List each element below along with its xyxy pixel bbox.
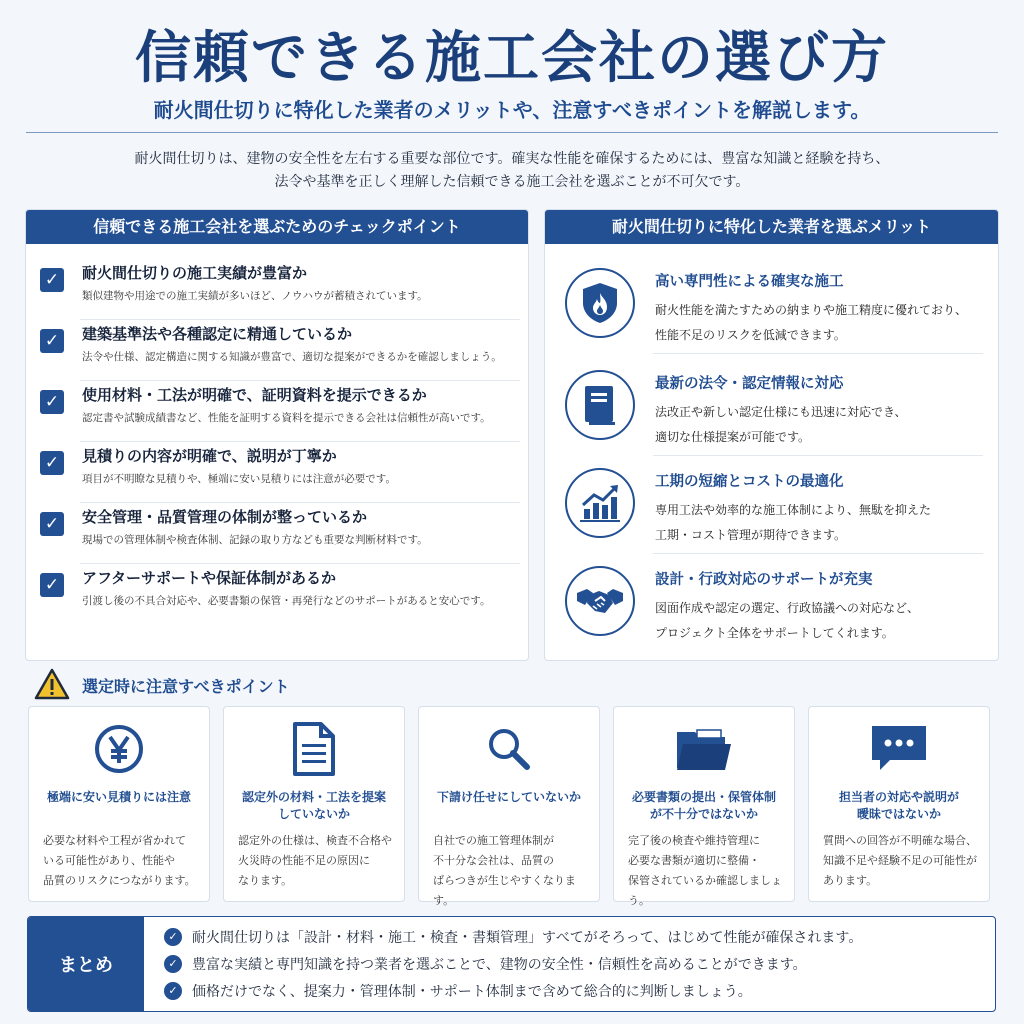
merit-desc-line: 耐火性能を満たすための納まりや施工精度に優れており、	[655, 303, 968, 317]
caution-card	[418, 706, 600, 907]
caution-desc-line: ばらつきが生じやすくなります。	[433, 874, 576, 907]
caution-title-line: 担当者の対応や説明が	[838, 790, 959, 804]
caution-title-line: 曖昧ではないか	[856, 807, 941, 821]
merit-item	[563, 456, 983, 554]
checkbox-icon: ✓	[40, 573, 64, 597]
checkpoint-title: アフターサポートや保証体制があるか	[82, 569, 336, 587]
merit-desc-line: 専用工法や効率的な施工体制により、無駄を抑えた	[655, 503, 932, 517]
checkbox-icon: ✓	[40, 268, 64, 292]
checkpoint-item	[40, 260, 530, 320]
caution-desc-line: なります。	[238, 874, 293, 887]
check-circle-icon: ✓	[164, 955, 182, 973]
checkpoints-heading: 信頼できる施工会社を選ぶためのチェックポイント	[26, 210, 528, 244]
caution-card	[28, 706, 210, 902]
merit-desc	[655, 400, 985, 450]
caution-card	[223, 706, 405, 902]
merit-desc	[655, 298, 985, 348]
checkbox-icon: ✓	[40, 329, 64, 353]
handshake-icon	[565, 566, 635, 636]
divider	[80, 380, 520, 381]
merit-item	[563, 256, 983, 354]
summary-text: 価格だけでなく、提案力・管理体制・サポート体制まで含めて総合的に判断しましょう。	[192, 984, 752, 1000]
caution-desc-line: 保管されているか確認しましょう。	[628, 874, 782, 907]
merit-desc-line: 性能不足のリスクを低減できます。	[655, 328, 846, 342]
caution-title-line: 認定外の材料・工法を提案	[241, 790, 386, 804]
checkbox-icon: ✓	[40, 512, 64, 536]
checkpoints-panel	[25, 209, 529, 661]
checkpoint-desc: 現場での管理体制や検査体制、記録の取り方なども重要な判断材料です。	[82, 534, 428, 546]
growth-chart-icon	[565, 468, 635, 538]
folder-icon	[614, 721, 794, 777]
caution-title-line: 必要書類の提出・保管体制	[631, 790, 776, 804]
caution-card	[613, 706, 795, 907]
checkpoint-title: 見積りの内容が明確で、説明が丁寧か	[82, 447, 337, 465]
caution-desc-line: 必要な材料や工程が省かれて	[43, 834, 186, 847]
summary-box	[27, 916, 996, 1012]
checkpoint-desc: 項目が不明瞭な見積りや、極端に安い見積りには注意が必要です。	[82, 473, 396, 485]
merit-desc-line: プロジェクト全体をサポートしてくれます。	[655, 626, 894, 640]
checkpoint-item	[40, 443, 530, 503]
caution-desc-line: 品質のリスクにつながります。	[43, 874, 196, 887]
checkpoint-desc: 法令や仕様、認定構造に関する知識が豊富で、適切な提案ができるかを確認しましょう。	[82, 351, 502, 363]
divider	[80, 319, 520, 320]
shield-fire-icon	[565, 268, 635, 338]
summary-label: まとめ	[28, 917, 144, 1011]
caution-desc-line: 自社での施工管理体制が	[433, 834, 554, 847]
check-circle-icon: ✓	[164, 982, 182, 1000]
checkpoint-title: 耐火間仕切りの施工実績が豊富か	[82, 264, 308, 282]
check-circle-icon: ✓	[164, 928, 182, 946]
checkpoint-item	[40, 321, 530, 381]
checkpoint-title: 建築基準法や各種認定に精通しているか	[82, 325, 353, 343]
divider	[80, 441, 520, 442]
caution-title	[35, 789, 203, 806]
merit-title: 工期の短縮とコストの最適化	[655, 474, 844, 490]
caution-desc-line: いる可能性があり、性能や	[43, 854, 175, 867]
merit-desc-line: 法改正や新しい認定仕様にも迅速に対応でき、	[655, 405, 907, 419]
merits-panel	[544, 209, 999, 661]
merit-desc	[655, 498, 985, 548]
magnifier-icon	[419, 721, 599, 777]
divider	[26, 132, 998, 133]
caution-desc-line: 火災時の性能不足の原因に	[238, 854, 370, 867]
chat-bubble-icon	[809, 721, 989, 777]
checkbox-icon: ✓	[40, 390, 64, 414]
merit-desc-line: 適切な仕様提案が可能です。	[655, 430, 811, 444]
checkpoint-item	[40, 382, 530, 442]
caution-title	[620, 789, 788, 823]
caution-title	[815, 789, 983, 823]
merit-title: 最新の法令・認定情報に対応	[655, 376, 844, 392]
checkpoint-title: 使用材料・工法が明確で、証明資料を提示できるか	[82, 386, 427, 404]
checkpoint-desc: 類似建物や用途での施工実績が多いほど、ノウハウが蓄積されています。	[82, 290, 428, 302]
page-title: 信頼できる施工会社の選び方	[135, 25, 889, 91]
checkpoint-item	[40, 504, 530, 564]
caution-title-line: 下請け任せにしていないか	[436, 790, 581, 804]
divider	[80, 563, 520, 564]
caution-title-line: 極端に安い見積りには注意	[46, 790, 191, 804]
caution-desc	[823, 831, 981, 891]
divider	[653, 353, 983, 354]
intro-text	[60, 148, 964, 194]
merits-heading: 耐火間仕切りに特化した業者を選ぶメリット	[545, 210, 998, 244]
divider	[80, 502, 520, 503]
caution-desc	[43, 831, 201, 891]
caution-desc-line: 質問への回答が不明確な場合、	[823, 834, 977, 847]
cautions-heading: 選定時に注意すべきポイント	[82, 677, 290, 696]
merit-item	[563, 554, 983, 652]
caution-desc	[628, 831, 786, 911]
caution-desc	[433, 831, 591, 911]
caution-desc-line: 必要な書類が適切に整備・	[628, 854, 760, 867]
caution-desc-line: 不十分な会社は、品質の	[433, 854, 554, 867]
document-book-icon	[565, 370, 635, 440]
merit-item	[563, 358, 983, 456]
intro-line: 耐火間仕切りは、建物の安全性を左右する重要な部位です。確実な性能を確保するためには、豊富な知識と経験を持ち、	[134, 151, 890, 167]
intro-line: 法令や基準を正しく理解した信頼できる施工会社を選ぶことが不可欠です。	[274, 174, 750, 190]
checkpoint-title: 安全管理・品質管理の体制が整っているか	[82, 508, 368, 526]
caution-title	[230, 789, 398, 823]
merit-title: 高い専門性による確実な施工	[655, 274, 844, 290]
checkbox-icon: ✓	[40, 451, 64, 475]
page-subtitle: 耐火間仕切りに特化した業者のメリットや、注意すべきポイントを解説します。	[153, 98, 871, 122]
caution-title-line: が不十分ではないか	[649, 807, 758, 821]
caution-desc-line: あります。	[823, 874, 878, 887]
yen-icon	[29, 721, 209, 777]
checkpoint-desc: 引渡し後の不具合対応や、必要書類の保管・再発行などのサポートがあると安心です。	[82, 595, 491, 607]
merit-desc	[655, 596, 985, 646]
document-icon	[224, 721, 404, 777]
caution-desc-line: 知識不足や経験不足の可能性が	[823, 854, 977, 867]
caution-title-line: していないか	[277, 807, 350, 821]
caution-card	[808, 706, 990, 902]
merit-title: 設計・行政対応のサポートが充実	[655, 572, 873, 588]
caution-desc-line: 完了後の検査や維持管理に	[628, 834, 760, 847]
summary-text: 耐火間仕切りは「設計・材料・施工・検査・書類管理」すべてがそろって、はじめて性能が確保されます。	[192, 930, 863, 946]
merit-desc-line: 図面作成や認定の選定、行政協議への対応など、	[655, 601, 920, 615]
warning-icon	[34, 668, 70, 700]
checkpoint-desc: 認定書や試験成績書など、性能を証明する資料を提示できる会社は信頼性が高いです。	[82, 412, 491, 424]
merit-desc-line: 工期・コスト管理が期待できます。	[655, 528, 847, 542]
caution-desc-line: 認定外の仕様は、検査不合格や	[238, 834, 392, 847]
caution-title	[425, 789, 593, 806]
summary-text: 豊富な実績と専門知識を持つ業者を選ぶことで、建物の安全性・信頼性を高めることができます。	[192, 957, 807, 973]
checkpoint-item	[40, 565, 530, 625]
caution-desc	[238, 831, 396, 891]
